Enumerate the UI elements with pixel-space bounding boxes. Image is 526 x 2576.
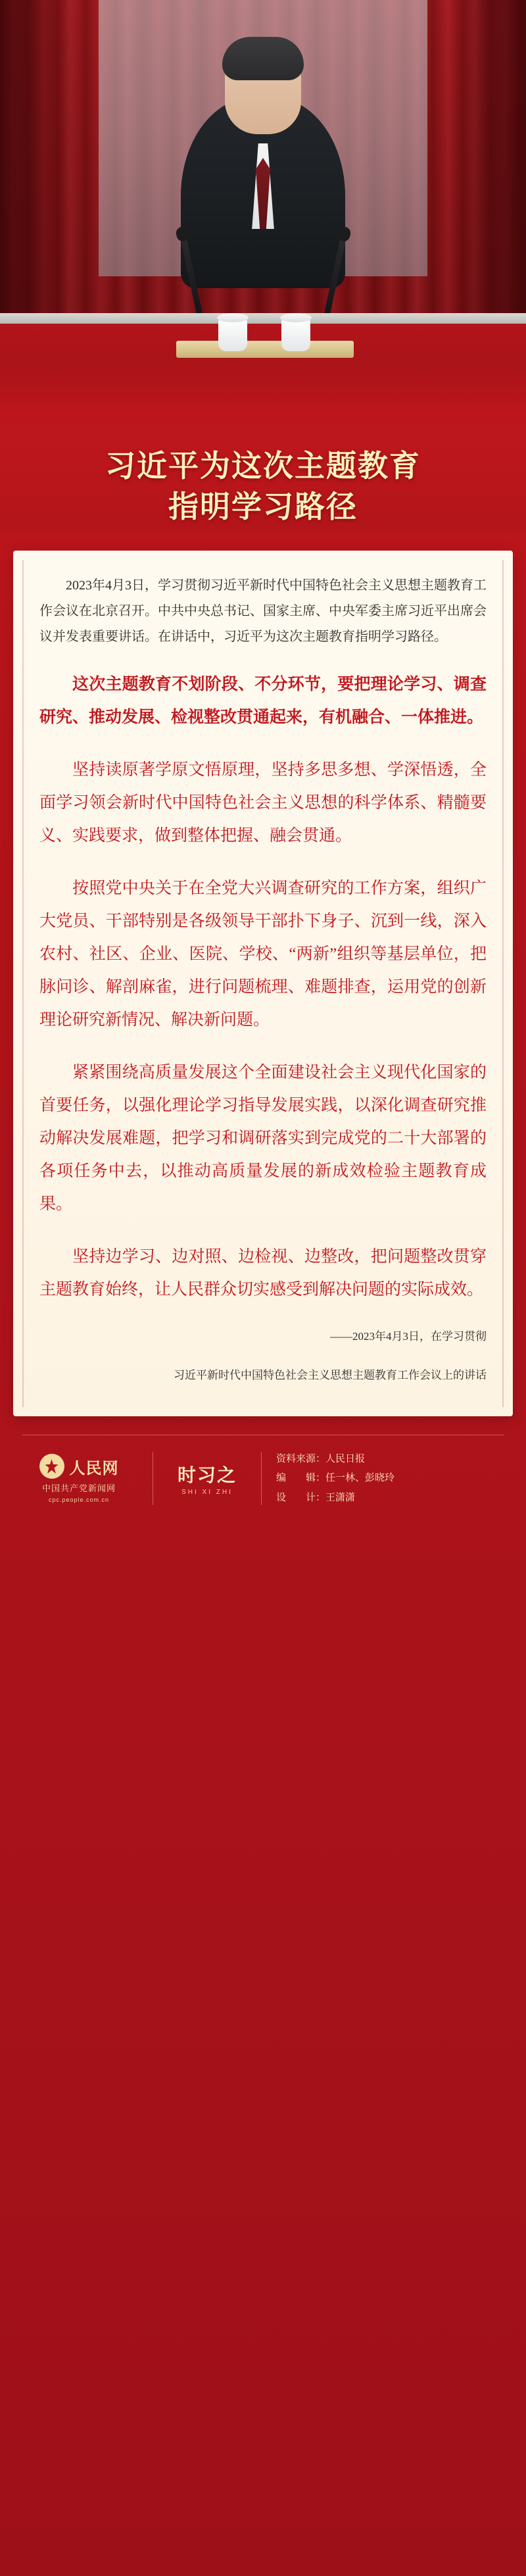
column-badge-title: 时习之 bbox=[177, 1466, 237, 1487]
title-band bbox=[0, 434, 526, 533]
tea-cup bbox=[218, 318, 247, 351]
footer-vertical-divider bbox=[261, 1452, 262, 1506]
article-lead: 2023年4月3日，学习贯彻习近平新时代中国特色社会主义思想主题教育工作会议在北京召开。中共中央总书记、国家主席、中央军委主席习近平出席会议并发表重要讲话。在讲话中，习近平为这次主题教育指明学习路径。 bbox=[39, 578, 487, 645]
article-paragraph-1: 坚持读原著学原文悟原理，坚持多思多想、学深悟透，全面学习领会新时代中国特色社会主义思想的科学体系、精髓要义、实践要求，做到整体把握、融会贯通。 bbox=[39, 761, 487, 845]
speaker-hair bbox=[222, 37, 304, 80]
column-badge-pinyin: SHI XI ZHI bbox=[181, 1489, 233, 1497]
column-badge[interactable] bbox=[168, 1457, 247, 1500]
credit-designer: 设 计：王潇潇 bbox=[276, 1492, 356, 1503]
source-attribution-line-1: ——2023年4月3日，在学习贯彻 bbox=[330, 1330, 487, 1343]
source-attribution-line-2: 习近平新时代中国特色社会主义思想主题教育工作会议上的讲话 bbox=[174, 1368, 487, 1381]
star-icon bbox=[39, 1454, 64, 1479]
desk-edge bbox=[0, 313, 526, 324]
logo-title: 人民网 bbox=[69, 1460, 119, 1477]
people-cn-logo[interactable] bbox=[20, 1454, 138, 1503]
tea-cup bbox=[281, 318, 310, 351]
credit-source: 资料来源：人民日报 bbox=[276, 1453, 366, 1464]
article-paragraph-4: 坚持边学习、边对照、边检视、边整改，把问题整改贯穿主题教育始终，让人民群众切实感受到解决问题的实际成效。 bbox=[39, 1248, 487, 1299]
logo-main-row bbox=[39, 1454, 119, 1479]
article-paragraph-3: 紧紧围绕高质量发展这个全面建设社会主义现代化国家的首要任务，以强化理论学习指导发展实践，以深化调查研究推动解决发展难题，把学习和调研落实到完成党的二十大部署的各项任务中去，以推动高质量发展的新成效检验主题教育成果。 bbox=[39, 1064, 487, 1214]
article-card bbox=[13, 551, 513, 1416]
page-title-line-1: 习近平为这次主题教育 bbox=[105, 449, 421, 483]
hero-photo bbox=[0, 0, 526, 434]
logo-subtitle: 中国共产党新闻网 bbox=[41, 1483, 116, 1494]
article-paragraph-highlight: 这次主题教育不划阶段、不分环节，要把理论学习、调查研究、推动发展、检视整改贯通起来，有机融合、一体推进。 bbox=[39, 676, 487, 727]
article-paragraph-2: 按照党中央关于在全党大兴调查研究的工作方案，组织广大党员、干部特别是各级领导干部扑下身子、沉到一线，深入农村、社区、企业、医院、学校、“两新”组织等基层单位，把脉问诊、解剖麻雀，进行问题梳理、难题排查，运用党的创新理论研究新情况、解决新问题。 bbox=[39, 879, 487, 1029]
hero-fade-overlay bbox=[0, 355, 526, 434]
credit-editor: 编 辑：任一林、彭晓玲 bbox=[276, 1473, 395, 1484]
footer-bar bbox=[0, 1435, 526, 1528]
logo-url: cpc.people.com.cn bbox=[48, 1497, 110, 1504]
credits-block bbox=[276, 1452, 394, 1506]
page-title-line-2: 指明学习路径 bbox=[168, 489, 358, 524]
